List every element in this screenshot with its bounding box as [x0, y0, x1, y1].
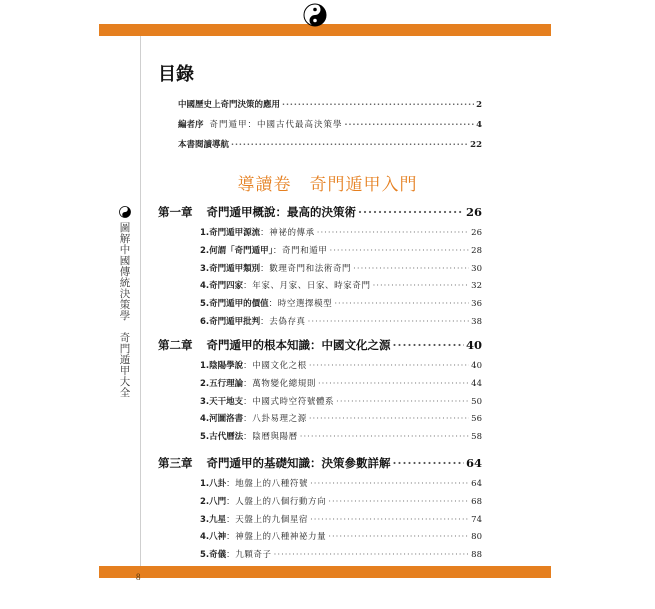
toc-item-heading: 4.奇門四家: [200, 281, 244, 292]
yin-yang-small-icon: [119, 206, 131, 218]
toc-item[interactable]: [200, 244, 482, 262]
chapter-number: 第一章: [158, 205, 193, 219]
side-title-text: 圖解中國傳統決策學 奇門遁甲大全: [118, 222, 131, 398]
toc-entry[interactable]: [178, 98, 482, 118]
toc-item-heading: 2.何謂「奇門遁甲」: [200, 245, 273, 256]
chapter-label: [158, 455, 391, 471]
chapter-page: 26: [465, 205, 482, 219]
toc-item[interactable]: [200, 359, 482, 377]
leader-dots: [393, 338, 464, 352]
toc-item-page: 88: [471, 550, 482, 561]
footer-bar: [99, 566, 551, 578]
chapter-heading[interactable]: [158, 204, 482, 220]
toc-item-desc: ：去偽存真: [260, 316, 306, 327]
leader-dots: [358, 205, 464, 219]
chapter-title: 奇門遁甲的基礎知識：決策參數詳解: [206, 456, 391, 470]
toc-item-desc: ：陰曆與陽曆: [243, 432, 298, 443]
leader-dots: [300, 432, 469, 442]
toc-item-heading: 1.陰陽學說: [200, 361, 244, 371]
leader-dots: [274, 550, 470, 560]
toc-item-page: 38: [471, 316, 482, 327]
side-running-title: [116, 206, 134, 398]
toc-item-heading: 2.八門: [200, 496, 227, 507]
toc-item-label: [200, 530, 326, 542]
toc-item-desc: ：奇門和遁甲: [272, 245, 328, 256]
toc-entry[interactable]: [178, 138, 482, 158]
leader-dots: [373, 281, 470, 291]
toc-entry-subtitle: 奇門遁甲：中國古代最高決策學: [209, 120, 343, 130]
toc-item-label: [200, 262, 351, 274]
toc-item-desc: ：天盤上的九個星宿: [226, 514, 309, 525]
toc-item-page: 28: [471, 245, 482, 256]
toc-item-page: 74: [471, 514, 482, 525]
leader-dots: [393, 456, 464, 470]
leader-dots: [231, 140, 468, 150]
toc-item-heading: 2.五行理論: [200, 378, 244, 389]
toc-item-label: [200, 548, 272, 560]
toc-item-desc: ：年家、月家、日家、時家奇門: [243, 281, 371, 292]
toc-item-desc: ：九顆奇子: [226, 550, 272, 561]
toc-item[interactable]: [200, 297, 482, 315]
toc-item-page: 40: [471, 361, 482, 371]
chapter-label: [158, 337, 391, 353]
toc-item-page: 36: [471, 299, 482, 310]
toc-item[interactable]: [200, 495, 482, 513]
toc-item-page: 50: [471, 396, 482, 407]
chapter-title: 奇門遁甲的根本知識：中國文化之源: [206, 338, 391, 352]
toc-entry-label: [178, 138, 229, 150]
toc-item-desc: ：時空選擇模型: [268, 299, 333, 310]
chapter-number: 第二章: [158, 338, 193, 352]
toc-item-page: 80: [471, 532, 482, 543]
toc-item[interactable]: [200, 279, 482, 297]
toc-item-desc: ：神祕的傳承: [260, 228, 315, 238]
leader-dots: [336, 397, 469, 407]
leader-dots: [309, 414, 469, 424]
toc-item-label: [200, 430, 298, 442]
toc-item[interactable]: [200, 395, 482, 413]
toc-item-heading: 5.奇門遁甲的價值: [200, 299, 269, 310]
page-number: 8: [136, 572, 141, 582]
chapter-items: [200, 477, 482, 566]
toc-entry[interactable]: [178, 118, 482, 138]
toc-item-page: 30: [471, 263, 482, 274]
chapter-title: 奇門遁甲概說：最高的決策術: [206, 205, 356, 219]
toc-item-label: [200, 359, 307, 371]
toc-item-heading: 5.奇儀: [200, 550, 227, 561]
leader-dots: [318, 379, 469, 389]
toc-item-heading: 3.奇門遁甲類別: [200, 263, 261, 274]
yin-yang-icon: [303, 3, 327, 27]
toc-entry-label: [178, 118, 343, 130]
toc-item-desc: ：人盤上的八個行動方向: [226, 496, 327, 507]
toc-item[interactable]: [200, 430, 482, 448]
toc-item-desc: ：神盤上的八種神祕力量: [226, 532, 327, 543]
leader-dots: [353, 264, 469, 274]
toc-item-label: [200, 412, 307, 424]
leader-dots: [308, 317, 470, 327]
toc-item-heading: 1.奇門遁甲源流: [200, 228, 261, 238]
toc-page-number: 4: [476, 120, 482, 130]
toc-item[interactable]: [200, 548, 482, 566]
toc-item-heading: 4.八神: [200, 532, 227, 543]
toc-item-page: 44: [471, 378, 482, 389]
toc-item-heading: 5.古代曆法: [200, 432, 244, 443]
toc-item-label: [200, 495, 326, 507]
toc-item-heading: 3.天干地支: [200, 396, 244, 407]
front-matter-list: [178, 98, 482, 158]
leader-dots: [328, 497, 469, 507]
toc-entry-title: 編者序: [178, 120, 204, 130]
toc-item-page: 58: [471, 432, 482, 443]
toc-entry-title: 本書閱讀導航: [178, 140, 230, 150]
toc-item-label: [200, 244, 328, 256]
toc-item-label: [200, 297, 332, 309]
toc-item[interactable]: [200, 315, 482, 333]
margin-rule: [140, 36, 141, 566]
toc-item-page: 64: [471, 479, 482, 489]
toc-item-label: [200, 279, 371, 291]
section-title: 導讀卷 奇門遁甲入門: [237, 175, 418, 195]
leader-dots: [309, 361, 469, 371]
toc-item[interactable]: [200, 412, 482, 430]
toc-item-page: 32: [471, 281, 482, 292]
chapter-items: [200, 359, 482, 448]
toc-item-heading: 1.八卦: [200, 479, 227, 489]
toc-item-desc: ：八卦易理之源: [243, 414, 307, 425]
toc-item[interactable]: [200, 226, 482, 244]
toc-item[interactable]: [200, 513, 482, 531]
chapter-page: 40: [465, 338, 482, 352]
leader-dots: [328, 532, 469, 542]
toc-item-desc: ：中國式時空符號體系: [243, 396, 335, 407]
leader-dots: [310, 479, 469, 489]
toc-item-label: [200, 395, 334, 407]
toc-item-desc: ：中國文化之根: [243, 361, 307, 371]
chapter-heading[interactable]: [158, 455, 482, 471]
chapter-items: [200, 226, 482, 333]
toc-item[interactable]: [200, 477, 482, 495]
chapter-page: 64: [465, 456, 482, 470]
toc-page-number: 22: [470, 140, 482, 150]
leader-dots: [317, 228, 469, 238]
toc-item-desc: ：地盤上的八種符號: [226, 479, 309, 489]
leader-dots: [330, 246, 470, 256]
toc-page-number: 2: [476, 100, 482, 110]
leader-dots: [345, 120, 475, 130]
toc-item-heading: 3.九星: [200, 514, 227, 525]
toc-item-page: 68: [471, 496, 482, 507]
toc-item-page: 56: [471, 414, 482, 425]
toc-item-heading: 4.河圖洛書: [200, 414, 244, 425]
page-title: 目錄: [158, 64, 194, 85]
toc-item-label: [200, 513, 308, 525]
toc-item[interactable]: [200, 262, 482, 280]
chapter-label: [158, 204, 356, 220]
leader-dots: [310, 515, 469, 525]
toc-item-desc: ：萬物變化總規則: [243, 378, 316, 389]
leader-dots: [334, 299, 469, 309]
toc-item-label: [200, 226, 315, 238]
toc-item[interactable]: [200, 530, 482, 548]
toc-item-label: [200, 477, 308, 489]
toc-item-heading: 6.奇門遁甲批判: [200, 316, 261, 327]
toc-item-label: [200, 315, 306, 327]
leader-dots: [282, 100, 474, 110]
chapter-heading[interactable]: [158, 337, 482, 353]
toc-item-page: 26: [471, 228, 482, 238]
toc-item-desc: ：數理奇門和法術奇門: [260, 263, 352, 274]
chapter-number: 第三章: [158, 456, 193, 470]
toc-item-label: [200, 377, 316, 389]
toc-entry-title: 中國歷史上奇門決策的應用: [178, 100, 281, 110]
toc-item[interactable]: [200, 377, 482, 395]
toc-entry-label: [178, 98, 280, 110]
